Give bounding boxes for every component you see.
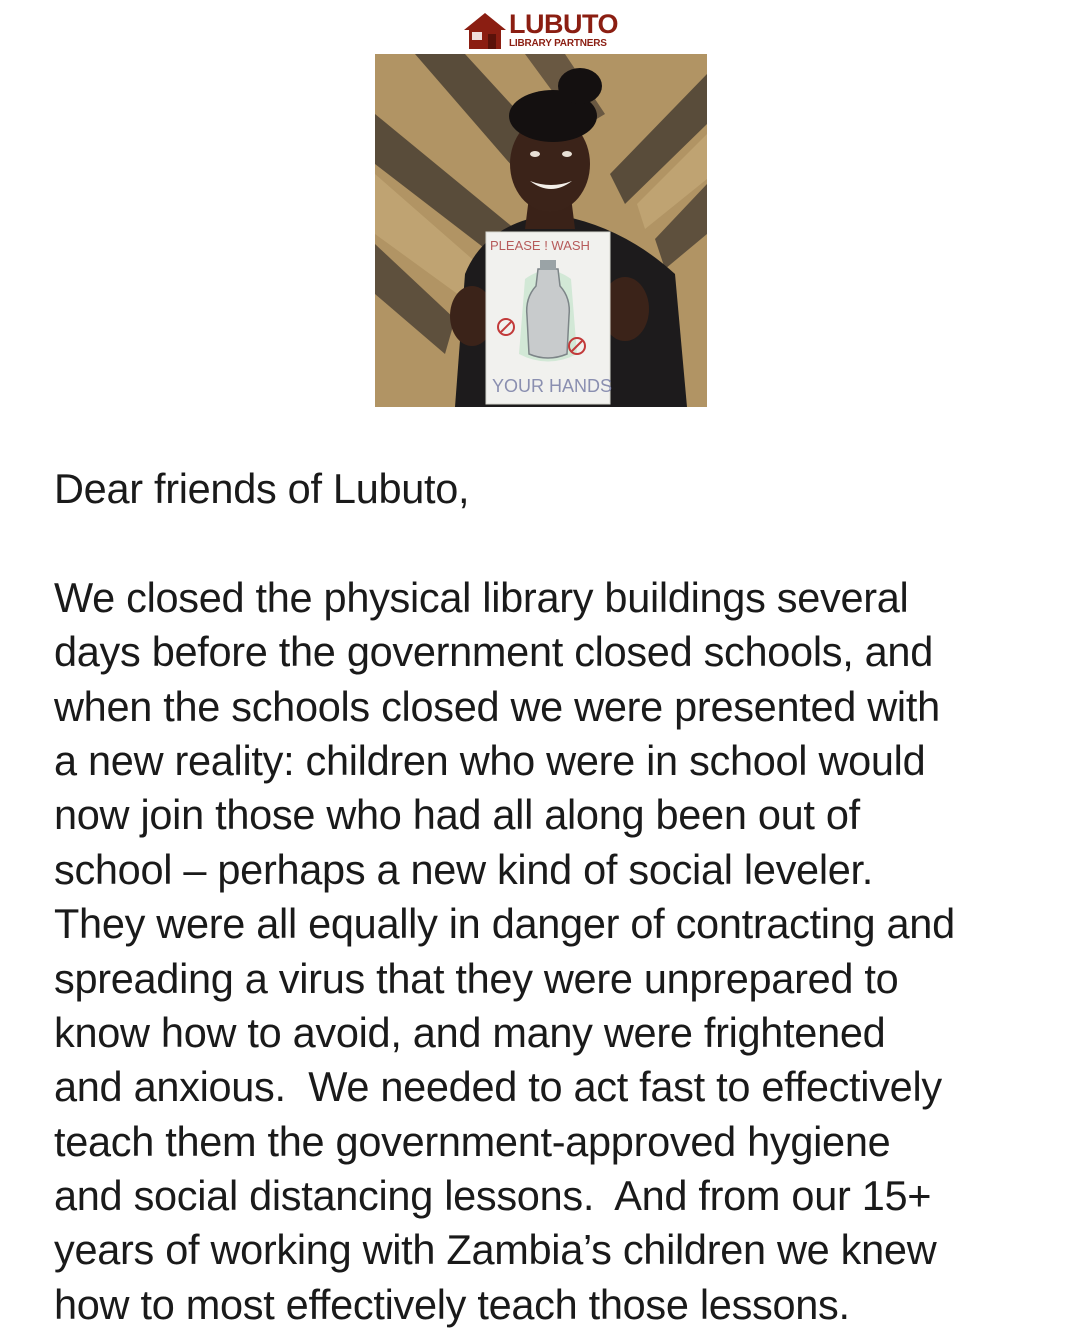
letter-line: years of working with Zambia’s children we knew: [54, 1226, 937, 1274]
letter-line: and anxious. We needed to act fast to effectively: [54, 1063, 942, 1111]
girl-with-poster-photo: [375, 54, 707, 407]
letter-line: days before the government closed schools, and: [54, 628, 933, 676]
letter-line: when the schools closed we were presented with: [54, 682, 940, 730]
house-icon: [463, 12, 507, 50]
lubuto-logo: [463, 10, 623, 52]
letter-body: [54, 462, 1074, 1332]
brand-name: LUBUTO: [509, 9, 618, 39]
letter-line: a new reality: children who were in school would: [54, 736, 926, 784]
letter-line: and social distancing lessons. And from our 15+: [54, 1172, 932, 1220]
letter-line: teach them the government-approved hygiene: [54, 1117, 891, 1165]
paragraph-spacer: [54, 516, 1074, 570]
letter-line: how to most effectively teach those lessons.: [54, 1280, 850, 1328]
letter-line: school – perhaps a new kind of social leveler.: [54, 845, 873, 893]
letter-line: spreading a virus that they were unprepared to: [54, 954, 899, 1002]
letter-line: They were all equally in danger of contracting and: [54, 900, 955, 948]
poster-bottom-text: YOUR HANDS: [492, 376, 613, 396]
salutation: Dear friends of Lubuto,: [54, 465, 470, 512]
letter-line: now join those who had all along been out of: [54, 791, 860, 839]
letter-line: know how to avoid, and many were frightened: [54, 1008, 886, 1056]
poster-top-text: PLEASE ! WASH: [490, 238, 590, 253]
brand-subtitle: LIBRARY PARTNERS: [509, 38, 607, 49]
letter-line: We closed the physical library buildings several: [54, 573, 909, 621]
